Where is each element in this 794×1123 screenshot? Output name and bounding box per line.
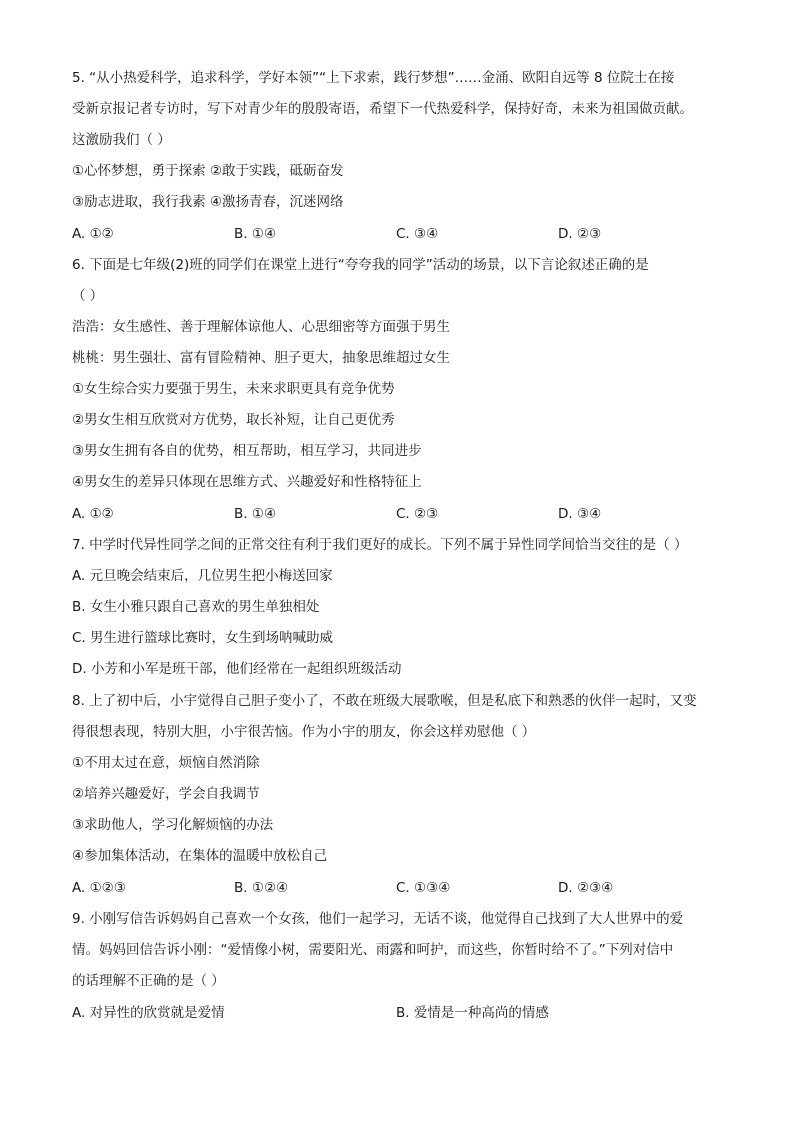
q8-item-1: ①不用太过在意，烦恼自然消除 — [72, 755, 260, 771]
q6-item-2: 桃桃：男生强壮、富有冒险精神、胆子更大，抽象思维超过女生 — [72, 350, 450, 366]
q7-option-a: A. 元旦晚会结束后，几位男生把小梅送回家 — [72, 568, 333, 584]
q9-option-b: B. 爱情是一种高尚的情感 — [396, 1005, 549, 1021]
q9-stem-line-2: 情。妈妈回信告诉小刚：“爱情像小树，需要阳光、雨露和呵护，而这些，你暂时给不了。”下列对信中 — [72, 942, 674, 958]
q5-option-b: B. ①④ — [234, 226, 277, 242]
q6-option-d: D. ③④ — [558, 506, 602, 522]
q5-option-c: C. ③④ — [396, 226, 439, 242]
q8-option-b: B. ①②④ — [234, 880, 289, 896]
q6-option-b: B. ①④ — [234, 506, 277, 522]
q6-item-1: 浩浩：女生感性、善于理解体谅他人、心思细密等方面强于男生 — [72, 319, 450, 335]
q8-item-3: ③求助他人，学习化解烦恼的办法 — [72, 817, 274, 833]
q9-option-a: A. 对异性的欣赏就是爱情 — [72, 1005, 225, 1021]
q6-item-4: ②男女生相互欣赏对方优势，取长补短，让自己更优秀 — [72, 412, 395, 428]
q8-option-a: A. ①②③ — [72, 880, 126, 896]
q5-option-d: D. ②③ — [558, 226, 602, 242]
q6-stem-line-1: 6. 下面是七年级(2)班的同学们在课堂上进行“夸夸我的同学”活动的场景，以下言论叙述正确的是 — [72, 257, 649, 273]
q9-stem-line-1: 9. 小刚写信告诉妈妈自己喜欢一个女孩，他们一起学习，无话不谈，他觉得自己找到了大人世界中的爱 — [72, 911, 684, 927]
q7-stem-line-1: 7. 中学时代异性同学之间的正常交往有利于我们更好的成长。下列不属于异性同学间恰当交往的是（ ） — [72, 537, 688, 553]
q7-option-b: B. 女生小雅只跟自己喜欢的男生单独相处 — [72, 599, 320, 615]
q9-stem-line-3: 的话理解不正确的是（ ） — [72, 973, 225, 989]
q6-stem-line-2: （ ） — [72, 288, 104, 304]
q8-item-2: ②培养兴趣爱好，学会自我调节 — [72, 786, 260, 802]
q8-option-c: C. ①③④ — [396, 880, 451, 896]
q8-option-d: D. ②③④ — [558, 880, 614, 896]
q6-item-3: ①女生综合实力要强于男生，未来求职更具有竞争优势 — [72, 381, 395, 397]
q8-item-4: ④参加集体活动，在集体的温暖中放松自己 — [72, 848, 328, 864]
q8-stem-line-2: 得很想表现，特别大胆，小宇很苦恼。作为小宇的朋友，你会这样劝慰他（ ） — [72, 724, 536, 740]
q6-item-6: ④男女生的差异只体现在思维方式、兴趣爱好和性格特征上 — [72, 474, 422, 490]
q6-option-c: C. ②③ — [396, 506, 439, 522]
q5-item-row-2: ③励志进取，我行我素 ④激扬青春，沉迷网络 — [72, 194, 344, 210]
q8-stem-line-1: 8. 上了初中后，小宇觉得自己胆子变小了，不敢在班级大展歌喉，但是私底下和熟悉的伙伴一起时，又变 — [72, 693, 697, 709]
q7-option-d: D. 小芳和小军是班干部，他们经常在一起组织班级活动 — [72, 661, 402, 677]
q5-item-row-1: ①心怀梦想，勇于探索 ②敢于实践，砥砺奋发 — [72, 163, 344, 179]
q7-option-c: C. 男生进行篮球比赛时，女生到场呐喊助威 — [72, 630, 334, 646]
q6-item-5: ③男女生拥有各自的优势，相互帮助，相互学习，共同进步 — [72, 443, 422, 459]
q5-stem-line-3: 这激励我们（ ） — [72, 132, 171, 148]
q5-stem-line-2: 受新京报记者专访时，写下对青少年的殷殷寄语，希望下一代热爱科学，保持好奇，未来为祖国做贡献。 — [72, 101, 693, 117]
q5-option-a: A. ①② — [72, 226, 114, 242]
q6-option-a: A. ①② — [72, 506, 114, 522]
q5-stem-line-1: 5. “从小热爱科学，追求科学，学好本领”“上下求索，践行梦想”……金涌、欧阳自远等 8 位院士在接 — [72, 70, 675, 86]
